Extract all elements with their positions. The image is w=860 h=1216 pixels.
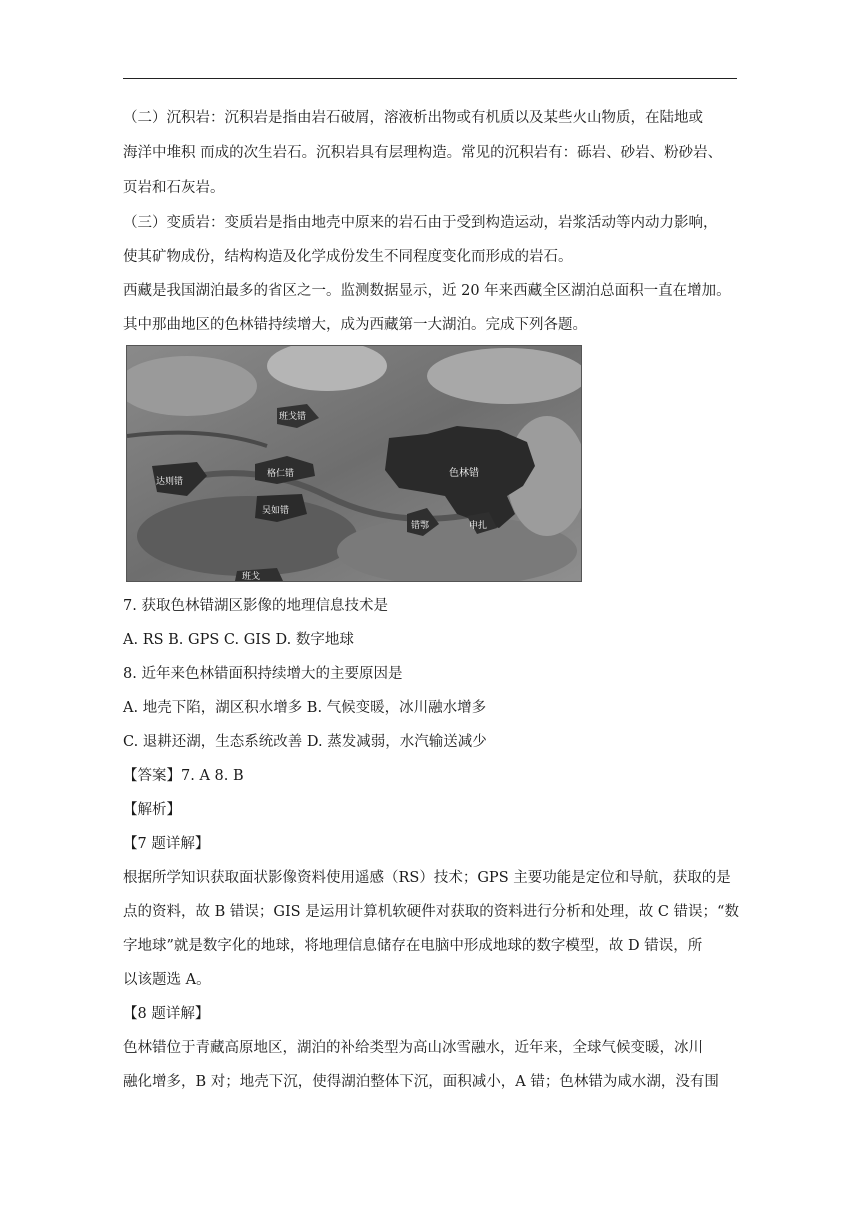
satellite-map-image [126,345,582,582]
answer-line: 【答案】7. A 8. B [123,768,244,784]
text-line: 字地球”就是数字化的地球，将地理信息储存在电脑中形成地球的数字模型，故 D 错误，所 [123,938,703,954]
text-line: 色林错位于青藏高原地区，湖泊的补给类型为高山冰雪融水，近年来，全球气候变暖，冰川 [123,1040,703,1056]
text-line: 海洋中堆积 而成的次生岩石。沉积岩具有层理构造。常见的沉积岩有：砾岩、砂岩、粉砂岩、 [123,145,723,161]
analysis-heading: 【解析】 [123,802,181,818]
satellite-map-graphic [127,346,581,581]
text-line: 西藏是我国湖泊最多的省区之一。监测数据显示，近 20 年来西藏全区湖泊总面积一直在增加。 [123,283,731,299]
question-8-options: A. 地壳下陷，湖区积水增多 B. 气候变暖，冰川融水增多 [123,700,487,716]
text-line: 融化增多，B 对；地壳下沉，使得湖泊整体下沉，面积减小，A 错；色林错为咸水湖，没有围 [123,1074,719,1090]
text-line: 页岩和石灰岩。 [123,180,225,196]
text-line: 以该题选 A。 [123,972,211,988]
text-line: 使其矿物成份，结构构造及化学成份发生不同程度变化而形成的岩石。 [123,249,573,265]
map-label: 错鄂 [411,521,430,531]
q7-detail-heading: 【7 题详解】 [123,836,210,852]
header-rule [123,78,737,79]
map-label: 吴如错 [262,506,290,516]
map-label: 班戈错 [279,412,307,422]
map-label: 格仁错 [267,469,295,479]
question-7-options: A. RS B. GPS C. GIS D. 数字地球 [123,632,354,648]
text-line: （三）变质岩：变质岩是指由地壳中原来的岩石由于受到构造运动，岩浆活动等内动力影响， [123,215,718,231]
map-label: 达则错 [156,477,184,487]
question-7: 7. 获取色林错湖区影像的地理信息技术是 [123,598,388,614]
question-8: 8. 近年来色林错面积持续增大的主要原因是 [123,666,403,682]
text-line: 点的资料，故 B 错误；GIS 是运用计算机软硬件对获取的资料进行分析和处理，故 C 错误；“数 [123,904,739,920]
text-line: （二）沉积岩：沉积岩是指由岩石破屑，溶液析出物或有机质以及某些火山物质，在陆地或 [123,110,703,126]
map-label: 申扎 [469,521,488,531]
text-line: 根据所学知识获取面状影像资料使用遥感（RS）技术；GPS 主要功能是定位和导航，获取的是 [123,870,731,886]
text-line: 其中那曲地区的色林错持续增大，成为西藏第一大湖泊。完成下列各题。 [123,317,587,333]
map-label: 班戈 [242,572,261,582]
question-8-options: C. 退耕还湖，生态系统改善 D. 蒸发减弱，水汽输送减少 [123,734,487,750]
q8-detail-heading: 【8 题详解】 [123,1006,210,1022]
map-label: 色林错 [449,468,479,479]
